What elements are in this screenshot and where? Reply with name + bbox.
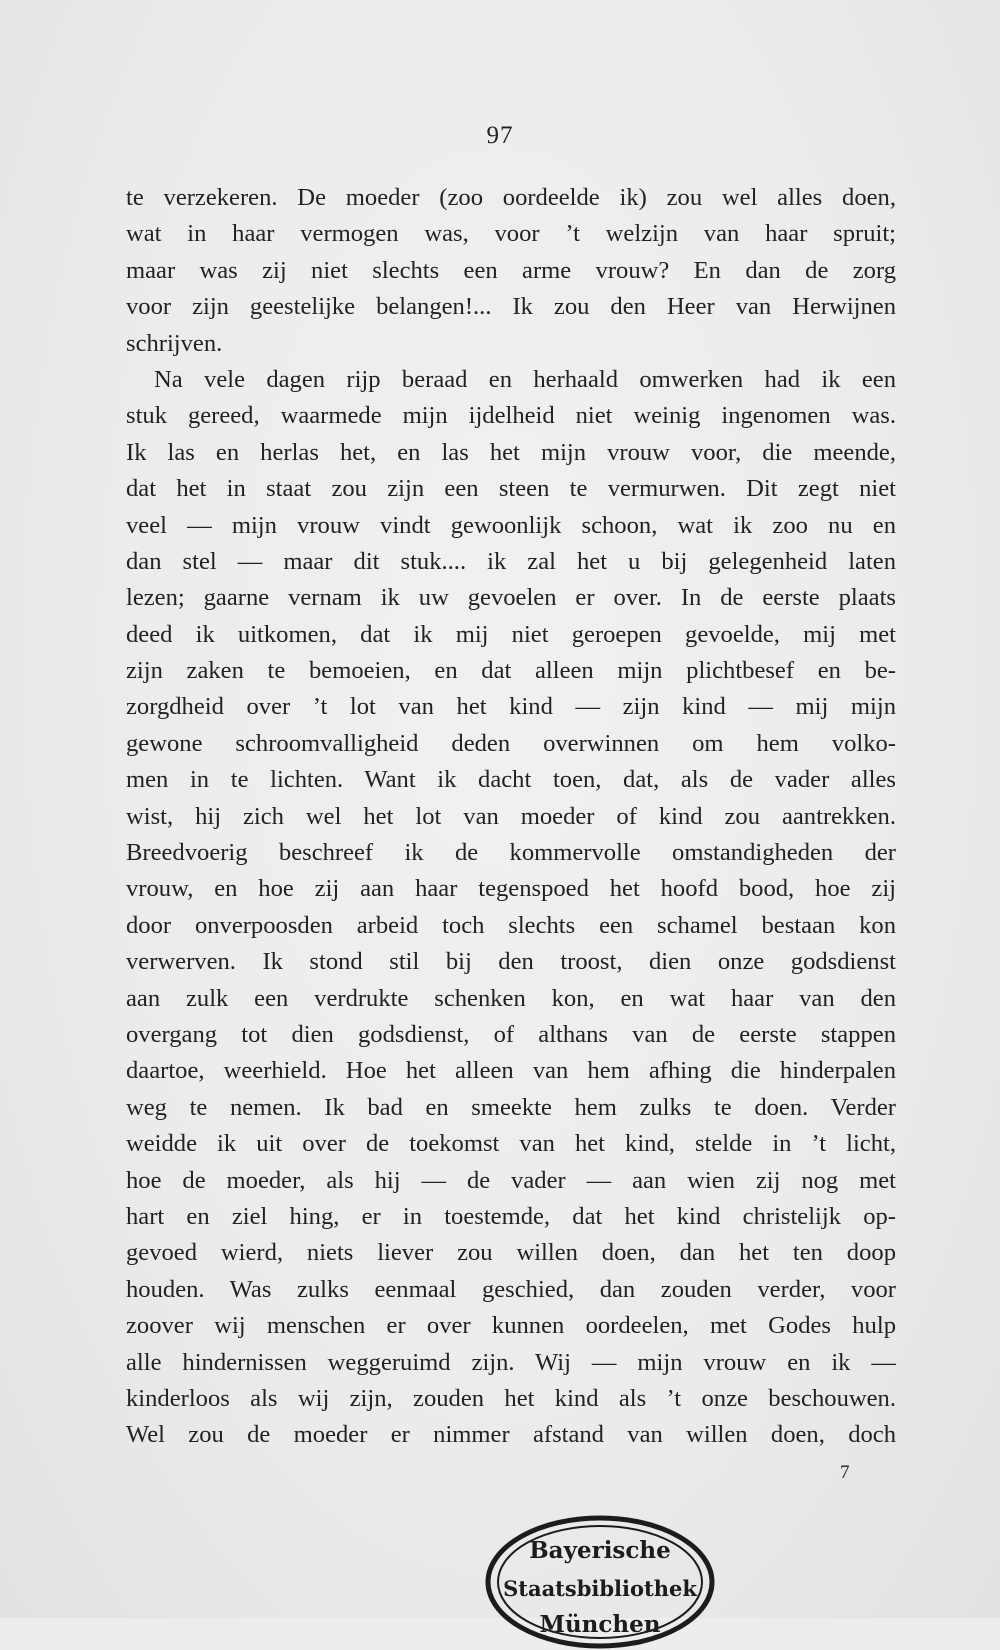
text-line: Wel zou de moeder er nimmer afstand van willen doen, doch [126, 1421, 896, 1449]
body-text [126, 180, 896, 1454]
text-line: kinderloos als wij zijn, zouden het kind als ’t onze beschouwen. [126, 1384, 896, 1412]
text-line: zorgdheid over ’t lot van het kind — zijn kind — mij mijn [126, 693, 896, 721]
text-line: vrouw, en hoe zij aan haar tegenspoed het hoofd bood, hoe zij [126, 875, 896, 903]
stamp-line-3: München [539, 1611, 661, 1638]
text-line: stuk gereed, waarmede mijn ijdelheid niet weinig ingenomen was. [126, 402, 896, 430]
text-line: schrijven. [126, 329, 223, 357]
text-line: dat het in staat zou zijn een steen te vermurwen. Dit zegt niet [126, 475, 896, 503]
text-line: Breedvoerig beschreef ik de kommervolle omstandigheden der [126, 839, 896, 867]
text-line: voor zijn geestelijke belangen!... Ik zou den Heer van Herwijnen [126, 293, 896, 321]
text-line: maar was zij niet slechts een arme vrouw? En dan de zorg [126, 256, 896, 284]
text-line: aan zulk een verdrukte schenken kon, en wat haar van den [126, 984, 896, 1012]
text-line: Ik las en herlas het, en las het mijn vrouw voor, die meende, [126, 438, 896, 466]
stamp-graphic [482, 1510, 720, 1650]
text-line: wist, hij zich wel het lot van moeder of kind zou aantrekken. [126, 802, 896, 830]
text-line: deed ik uitkomen, dat ik mij niet geroepen gevoelde, mij met [126, 620, 896, 648]
stamp-line-1: Bayerische [529, 1537, 671, 1564]
text-line: Na vele dagen rijp beraad en herhaald omwerken had ik een [154, 365, 896, 393]
text-line: weidde ik uit over de toekomst van het kind, stelde in ’t licht, [126, 1130, 896, 1158]
text-line: men in te lichten. Want ik dacht toen, dat, als de vader alles [126, 766, 896, 794]
signature-mark: 7 [840, 1462, 850, 1483]
text-line: veel — mijn vrouw vindt gewoonlijk schoon, wat ik zoo nu en [126, 511, 896, 539]
text-line: te verzekeren. De moeder (zoo oordeelde ik) zou wel alles doen, [126, 184, 896, 211]
text-line: door onverpoosden arbeid toch slechts een schamel bestaan kon [126, 911, 896, 939]
page-number: 97 [486, 122, 514, 149]
text-line: lezen; gaarne vernam ik uw gevoelen er over. In de eerste plaats [126, 584, 896, 612]
text-line: houden. Was zulks eenmaal geschied, dan zouden verder, voor [126, 1275, 896, 1303]
text-line: hart en ziel hing, er in toestemde, dat het kind christelijk op- [126, 1202, 896, 1230]
text-line: wat in haar vermogen was, voor ’t welzijn van haar spruit; [126, 220, 896, 248]
text-line: hoe de moeder, als hij — de vader — aan wien zij nog met [126, 1166, 896, 1194]
text-line: overgang tot dien godsdienst, of althans van de eerste stappen [126, 1020, 896, 1048]
text-line: zoover wij menschen er over kunnen oordeelen, met Godes hulp [126, 1312, 896, 1340]
text-line: zijn zaken te bemoeien, en dat alleen mijn plichtbesef en be- [126, 657, 896, 685]
stamp-line-2: Staatsbibliothek [503, 1576, 697, 1601]
text-line: gevoed wierd, niets liever zou willen doen, dan het ten doop [126, 1239, 896, 1267]
library-stamp [482, 1510, 720, 1650]
text-line: verwerven. Ik stond stil bij den troost, dien onze godsdienst [126, 948, 896, 976]
text-line: weg te nemen. Ik bad en smeekte hem zulks te doen. Verder [126, 1093, 896, 1121]
text-line: gewone schroomvalligheid deden overwinnen om hem volko- [126, 729, 896, 757]
text-line: alle hindernissen weggeruimd zijn. Wij — mijn vrouw en ik — [126, 1348, 896, 1376]
text-line: dan stel — maar dit stuk.... ik zal het u bij gelegenheid laten [126, 547, 896, 575]
text-line: daartoe, weerhield. Hoe het alleen van hem afhing die hinderpalen [126, 1057, 896, 1085]
